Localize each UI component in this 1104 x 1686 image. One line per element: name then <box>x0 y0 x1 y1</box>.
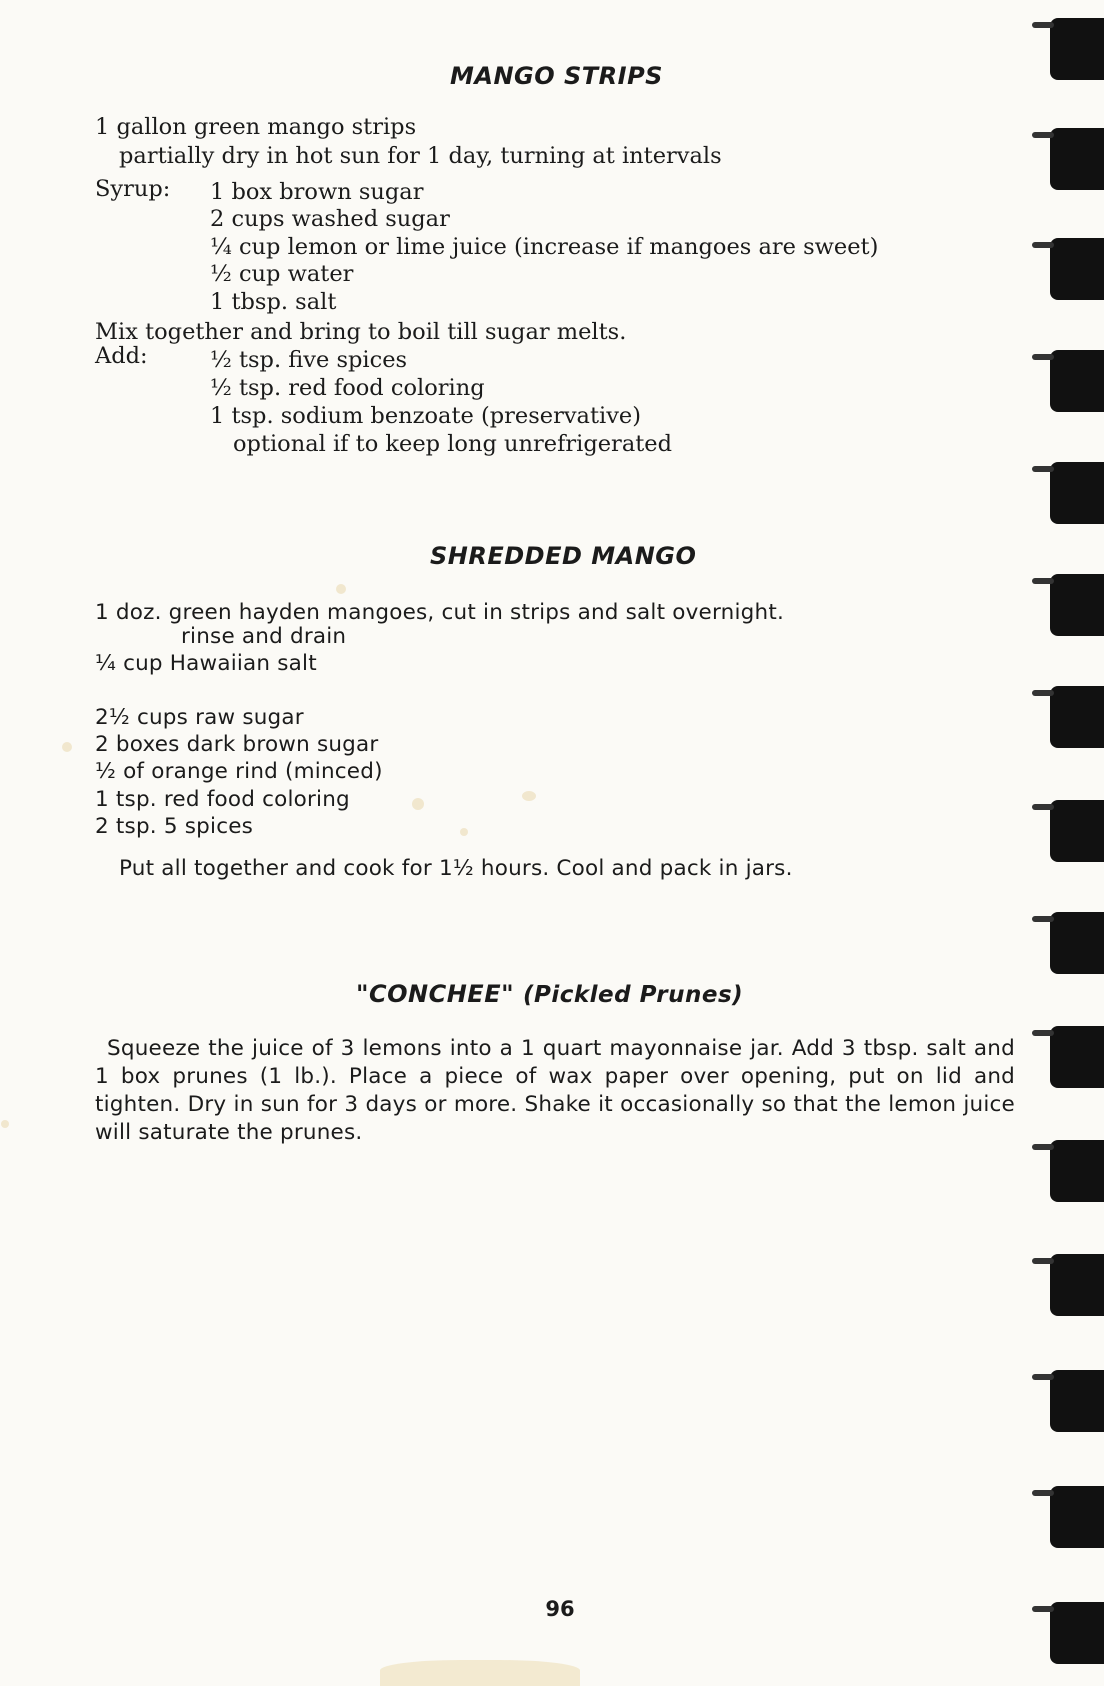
ingredient-line: 1 doz. green hayden mangoes, cut in strips and salt overnight. <box>95 600 784 625</box>
recipe-title-conchee <box>356 980 743 1008</box>
ingredient-line: 2 tsp. 5 spices <box>95 814 254 839</box>
stain <box>460 828 468 836</box>
binding-ring <box>1050 1254 1104 1316</box>
stain <box>412 798 424 810</box>
binding-ring <box>1050 128 1104 190</box>
stain <box>1 1120 9 1128</box>
syrup-item: 1 box brown sugar <box>210 179 424 205</box>
instruction-line: Mix together and bring to boil till sugar melts. <box>95 319 627 345</box>
binding-ring <box>1050 1370 1104 1432</box>
ingredient-line: 2 boxes dark brown sugar <box>95 732 379 757</box>
add-item: optional if to keep long unrefrigerated <box>233 431 672 457</box>
recipe-title-shredded-mango: SHREDDED MANGO <box>430 542 697 570</box>
ingredient-line: ¼ cup Hawaiian salt <box>95 651 317 676</box>
binding-ring <box>1050 574 1104 636</box>
syrup-label: Syrup: <box>95 176 171 202</box>
add-item: ½ tsp. red food coloring <box>210 375 485 401</box>
binding-ring <box>1050 238 1104 300</box>
add-label: Add: <box>95 343 148 369</box>
add-item: 1 tsp. sodium benzoate (preservative) <box>210 403 642 429</box>
stain <box>380 1660 580 1686</box>
ingredient-line: 1 tsp. red food coloring <box>95 787 350 812</box>
conchee-instructions: Squeeze the juice of 3 lemons into a 1 quart mayonnaise jar. Add 3 tbsp. salt and 1 box prunes (1 lb.). Place a piece of wax paper over opening, put on lid and tighten. Dry in sun for 3 days or more. Shake it occasionally so that the lemon juice will saturate the prunes. <box>95 1036 1015 1145</box>
binding-ring <box>1050 1602 1104 1664</box>
ingredient-line: partially dry in hot sun for 1 day, turning at intervals <box>119 143 722 169</box>
binding-ring <box>1050 462 1104 524</box>
stain <box>62 742 72 752</box>
binding-ring <box>1050 1026 1104 1088</box>
syrup-item: ¼ cup lemon or lime juice (increase if mangoes are sweet) <box>210 234 879 260</box>
binding-ring <box>1050 350 1104 412</box>
binding-ring <box>1050 1486 1104 1548</box>
add-item: ½ tsp. five spices <box>210 347 408 373</box>
page-number: 96 <box>545 1597 575 1621</box>
binding-ring <box>1050 800 1104 862</box>
spiral-binding <box>1032 0 1104 1686</box>
recipe-title-mango-strips: MANGO STRIPS <box>450 62 663 90</box>
syrup-item: 2 cups washed sugar <box>210 206 450 232</box>
ingredient-line: rinse and drain <box>181 624 347 649</box>
syrup-item: 1 tbsp. salt <box>210 289 337 315</box>
ingredient-line: 1 gallon green mango strips <box>95 114 417 140</box>
binding-ring <box>1050 686 1104 748</box>
ingredient-line: ½ of orange rind (minced) <box>95 759 383 784</box>
binding-ring <box>1050 1140 1104 1202</box>
conchee-title: "CONCHEE" <box>356 980 515 1008</box>
stain <box>336 584 346 594</box>
ingredient-line: 2½ cups raw sugar <box>95 705 304 730</box>
syrup-item: ½ cup water <box>210 261 354 287</box>
binding-ring <box>1050 912 1104 974</box>
stain <box>522 791 536 801</box>
conchee-subtitle: (Pickled Prunes) <box>522 982 744 1008</box>
binding-ring <box>1050 18 1104 80</box>
instruction-line: Put all together and cook for 1½ hours. Cool and pack in jars. <box>119 856 793 881</box>
